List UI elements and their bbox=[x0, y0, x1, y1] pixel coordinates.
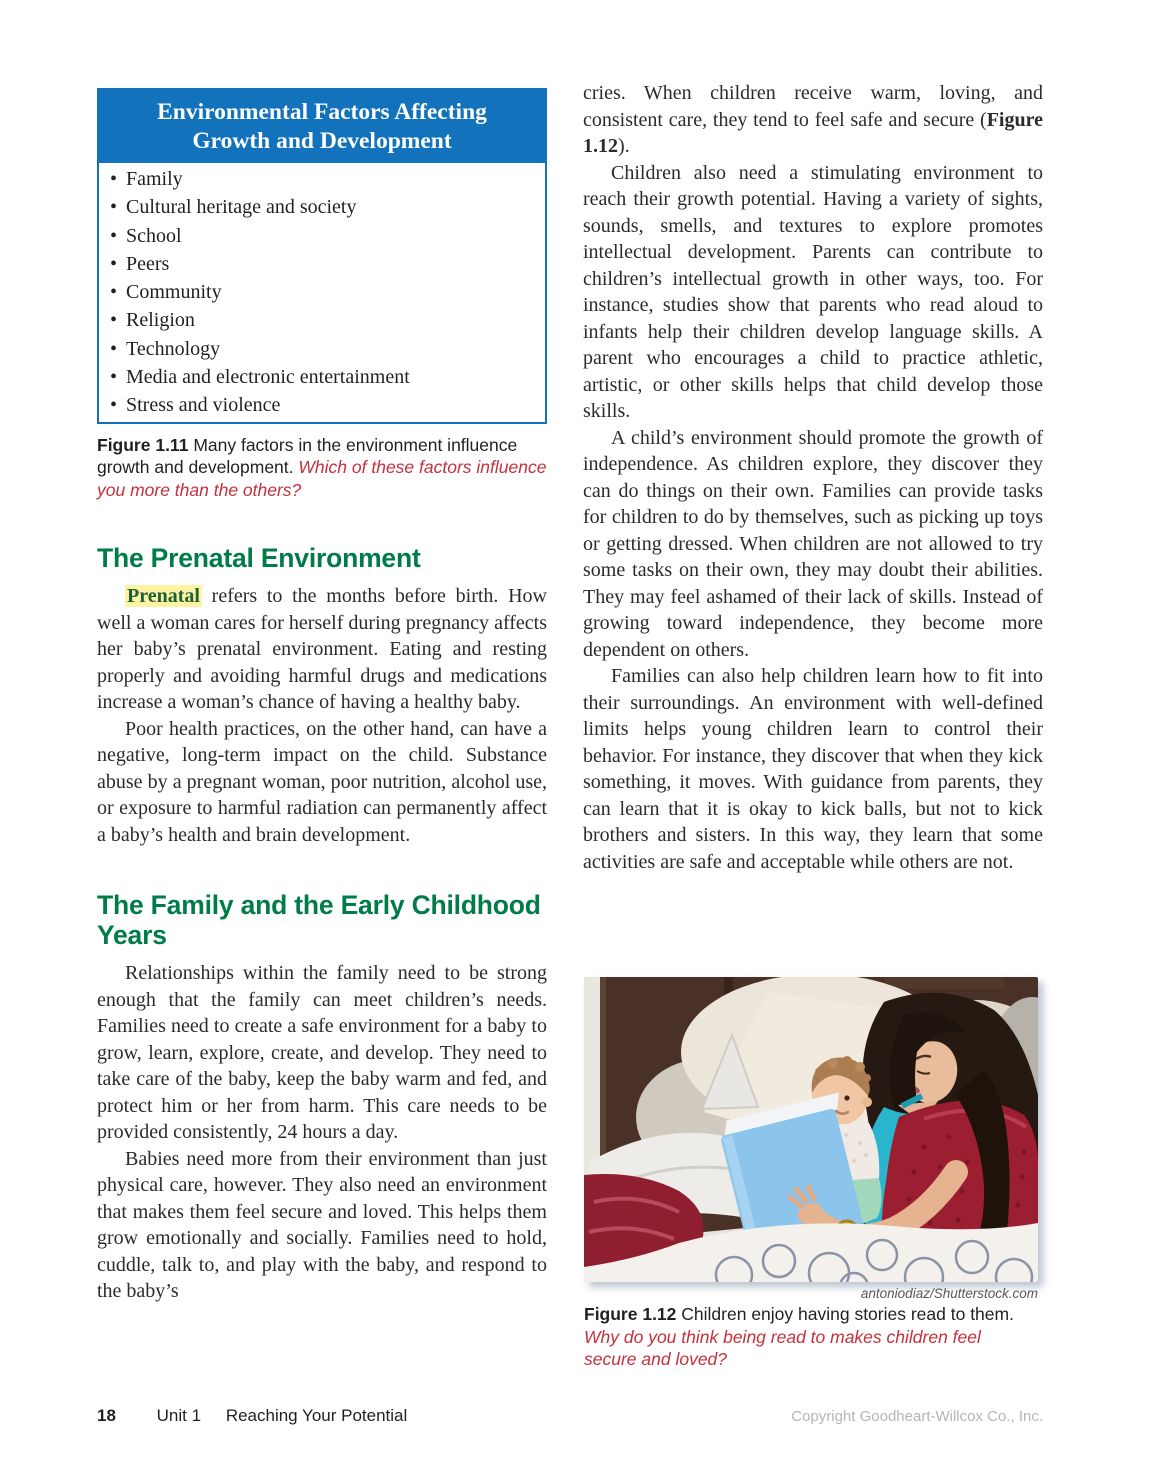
body-paragraph bbox=[583, 80, 1043, 160]
figure-1-12-question: Why do you think being read to makes children feel secure and loved? bbox=[584, 1326, 981, 1369]
mother-reading-to-baby-photo bbox=[584, 977, 1038, 1282]
heading-prenatal-environment: The Prenatal Environment bbox=[97, 543, 421, 574]
factor-list-item: • Peers bbox=[99, 250, 539, 278]
body-paragraph: Babies need more from their environment than just physical care, however. They also need an environment that makes them feel secure and loved. This helps them grow emotionally and socially. Families need to hold, cuddle, talk to, and play with the baby, and respond to the baby’s bbox=[97, 1147, 547, 1303]
key-term-prenatal: Prenatal bbox=[127, 585, 200, 608]
unit-title: Reaching Your Potential bbox=[225, 1406, 408, 1425]
figure-1-11-caption bbox=[97, 434, 547, 502]
paragraph-text: cries. When children receive warm, loving, and consistent care, they tend to feel safe and secure ( bbox=[583, 82, 1043, 131]
body-paragraph: Relationships within the family need to be strong enough that the family can meet children’s needs. Families need to create a safe environment for a baby to grow, learn, explore, create, and develop. They need to take care of the baby, keep the baby warm and fed, and protect him or her from harm. This care needs to be provided consistently, 24 hours a day. bbox=[97, 962, 547, 1144]
figure-1-12-caption bbox=[584, 1303, 1038, 1371]
heading-family-early-childhood: The Family and the Early Childhood Years bbox=[97, 890, 541, 951]
copyright-notice: Copyright Goodheart-Willcox Co., Inc. bbox=[791, 1408, 1043, 1425]
figure-1-11-box bbox=[97, 88, 547, 424]
unit-label: Unit 1 bbox=[156, 1406, 202, 1425]
factor-list-item: • Stress and violence bbox=[99, 391, 539, 419]
body-paragraph: Children also need a stimulating environment to reach their growth potential. Having a variety of sights, sounds, smells, and textures to explore promotes intellectual development. Parents can contribute to children’s intellectual growth in other ways, too. For instance, studies show that parents who read aloud to infants help their children develop language skills. A parent who encourages a child to practice athletic, artistic, or other skills helps that child develop those skills. bbox=[583, 161, 1043, 422]
right-column bbox=[583, 80, 1043, 875]
factor-list-item: • Family bbox=[99, 165, 539, 193]
footer-left bbox=[97, 1406, 407, 1426]
figure-reference: Figure 1.12 bbox=[583, 108, 1043, 157]
figure-1-11-question: Which of these factors influence you more than the others? bbox=[97, 457, 547, 500]
factors-box-title-line2: Growth and Development bbox=[192, 128, 452, 154]
body-paragraph: Families can also help children learn how to fit into their surroundings. An environment with well-defined limits helps young children learn to control their behavior. For instance, they discover that when they kick something, it moves. With guidance from parents, they can learn that it is okay to kick balls, but not to kick brothers and sisters. In this way, they learn that some activities are safe and acceptable while others are not. bbox=[583, 665, 1043, 873]
figure-1-11-label: Figure 1.11 bbox=[97, 434, 189, 455]
page-number: 18 bbox=[97, 1406, 116, 1425]
body-paragraph: Poor health practices, on the other hand, can have a negative, long-term impact on the child. Substance abuse by a pregnant woman, poor nutrition, alcohol use, or exposure to harmful radiation can permanently affect a baby’s health and brain development. bbox=[97, 717, 547, 846]
body-paragraph: A child’s environment should promote the growth of independence. As children explore, they discover they can do things on their own. Families can provide tasks for children to do by themselves, such as picking up toys or getting dressed. When children are not allowed to try some tasks on their own, they may doubt their abilities. They may feel ashamed of their lack of skills. Instead of growing toward independence, they become more dependent on others. bbox=[583, 426, 1043, 661]
factor-list-item: • Religion bbox=[99, 306, 539, 334]
factor-list-item: • Community bbox=[99, 278, 539, 306]
factor-list-item: • Cultural heritage and society bbox=[99, 193, 539, 221]
factors-box-title-line1: Environmental Factors Affecting bbox=[157, 99, 487, 125]
factors-list bbox=[99, 163, 545, 422]
figure-1-11-caption-text: Many factors in the environment influence growth and development. bbox=[97, 434, 518, 478]
paragraph-text: refers to the months before birth. How well a woman cares for herself during pregnancy affects her baby’s prenatal environment. Eating and resting properly and avoiding harmful drugs and medications increase a woman’s chance of having a healthy baby. bbox=[97, 585, 547, 714]
factor-list-item: • School bbox=[99, 222, 539, 250]
figure-1-12 bbox=[584, 977, 1038, 1371]
paragraph-text: ). bbox=[618, 135, 630, 157]
factor-list-item: • Media and electronic entertainment bbox=[99, 363, 539, 391]
page-footer bbox=[97, 1406, 1043, 1426]
figure-1-12-caption-text: Children enjoy having stories read to them. bbox=[681, 1304, 1014, 1324]
factor-list-item: • Technology bbox=[99, 335, 539, 363]
figure-1-12-label: Figure 1.12 bbox=[584, 1304, 677, 1324]
left-column bbox=[97, 88, 547, 1305]
body-paragraph bbox=[97, 583, 547, 716]
photo-credit: antoniodiaz/Shutterstock.com bbox=[860, 1286, 1038, 1301]
factors-box-title bbox=[99, 90, 545, 163]
